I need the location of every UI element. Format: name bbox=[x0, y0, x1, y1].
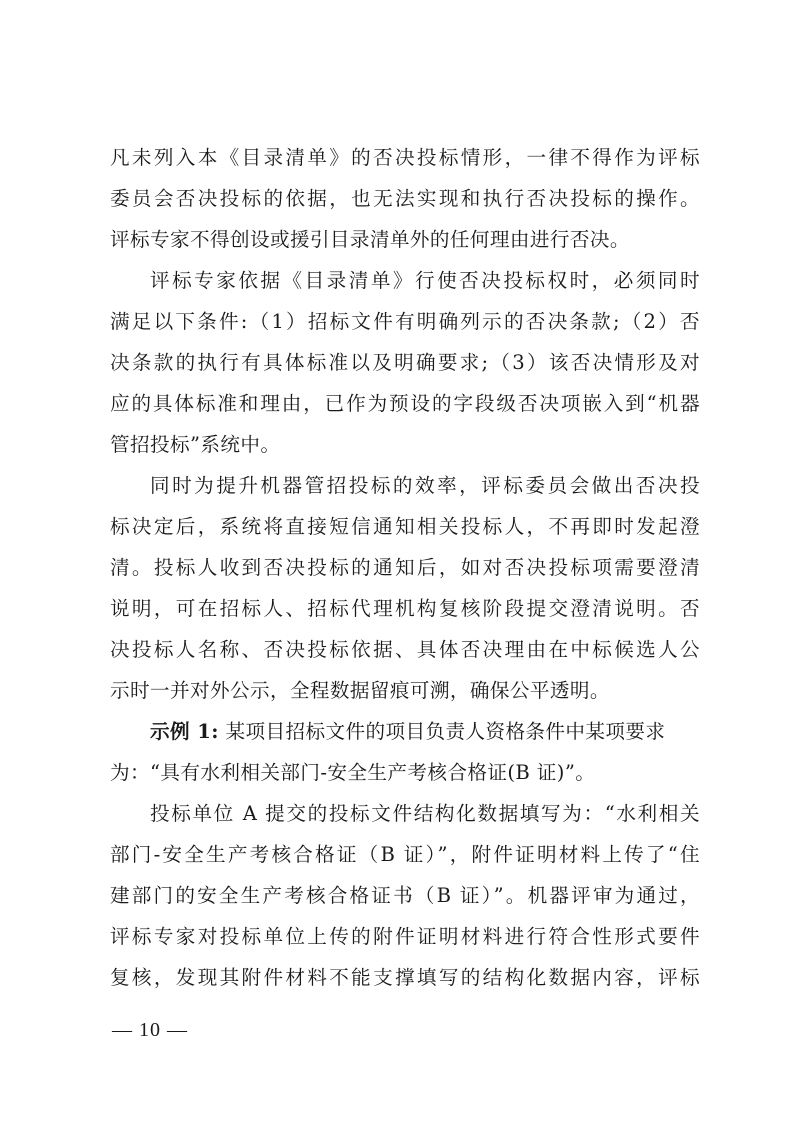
paragraph-line: 管招投标”系统中。 bbox=[110, 433, 281, 456]
paragraph-line: 决投标人名称、否决投标依据、具体否决理由在中标候选人公 bbox=[110, 638, 700, 661]
paragraph-line: 标决定后，系统将直接短信通知相关投标人，不再即时发起澄 bbox=[110, 515, 700, 538]
paragraph-line: 投标单位 A 提交的投标文件结构化数据填写为：“水利相关 bbox=[150, 802, 700, 825]
paragraph-line: 评标专家依据《目录清单》行使否决投标权时，必须同时 bbox=[150, 269, 700, 292]
paragraph-line: 评标专家不得创设或援引目录清单外的任何理由进行否决。 bbox=[110, 228, 630, 251]
paragraph-line: 清。投标人收到否决投标的通知后，如对否决投标项需要澄清 bbox=[110, 556, 700, 579]
paragraph-line: 评标专家对投标单位上传的附件证明材料进行符合性形式要件 bbox=[110, 925, 700, 948]
paragraph-line: 满足以下条件:（1）招标文件有明确列示的否决条款;（2）否 bbox=[110, 310, 700, 333]
paragraph-line: 应的具体标准和理由，已作为预设的字段级否决项嵌入到“机器 bbox=[110, 392, 700, 415]
example-text: 某项目招标文件的项目负责人资格条件中某项要求 bbox=[225, 720, 666, 743]
paragraph-line: 同时为提升机器管招投标的效率，评标委员会做出否决投 bbox=[150, 474, 700, 497]
paragraph-line: 建部门的安全生产考核合格证书（B 证）”。机器评审为通过， bbox=[110, 884, 700, 907]
example-label: 示例 1: bbox=[150, 720, 219, 743]
paragraph-line: 复核，发现其附件材料不能支撑填写的结构化数据内容，评标 bbox=[110, 966, 700, 989]
paragraph-line: 凡未列入本《目录清单》的否决投标情形，一律不得作为评标 bbox=[110, 146, 700, 169]
page-number: — 10 — bbox=[112, 1019, 188, 1041]
paragraph-line: 说明，可在招标人、招标代理机构复核阶段提交澄清说明。否 bbox=[110, 597, 700, 620]
paragraph-line: 示时一并对外公示，全程数据留痕可溯，确保公平透明。 bbox=[110, 679, 610, 702]
paragraph-line: 为：“具有水利相关部门-安全生产考核合格证(B 证)”。 bbox=[110, 761, 596, 784]
example-line bbox=[150, 719, 700, 745]
paragraph-line: 委员会否决投标的依据，也无法实现和执行否决投标的操作。 bbox=[110, 187, 700, 210]
paragraph-line: 决条款的执行有具体标准以及明确要求;（3）该否决情形及对 bbox=[110, 351, 700, 374]
paragraph-line: 部门-安全生产考核合格证（B 证）”，附件证明材料上传了“住 bbox=[110, 843, 700, 866]
